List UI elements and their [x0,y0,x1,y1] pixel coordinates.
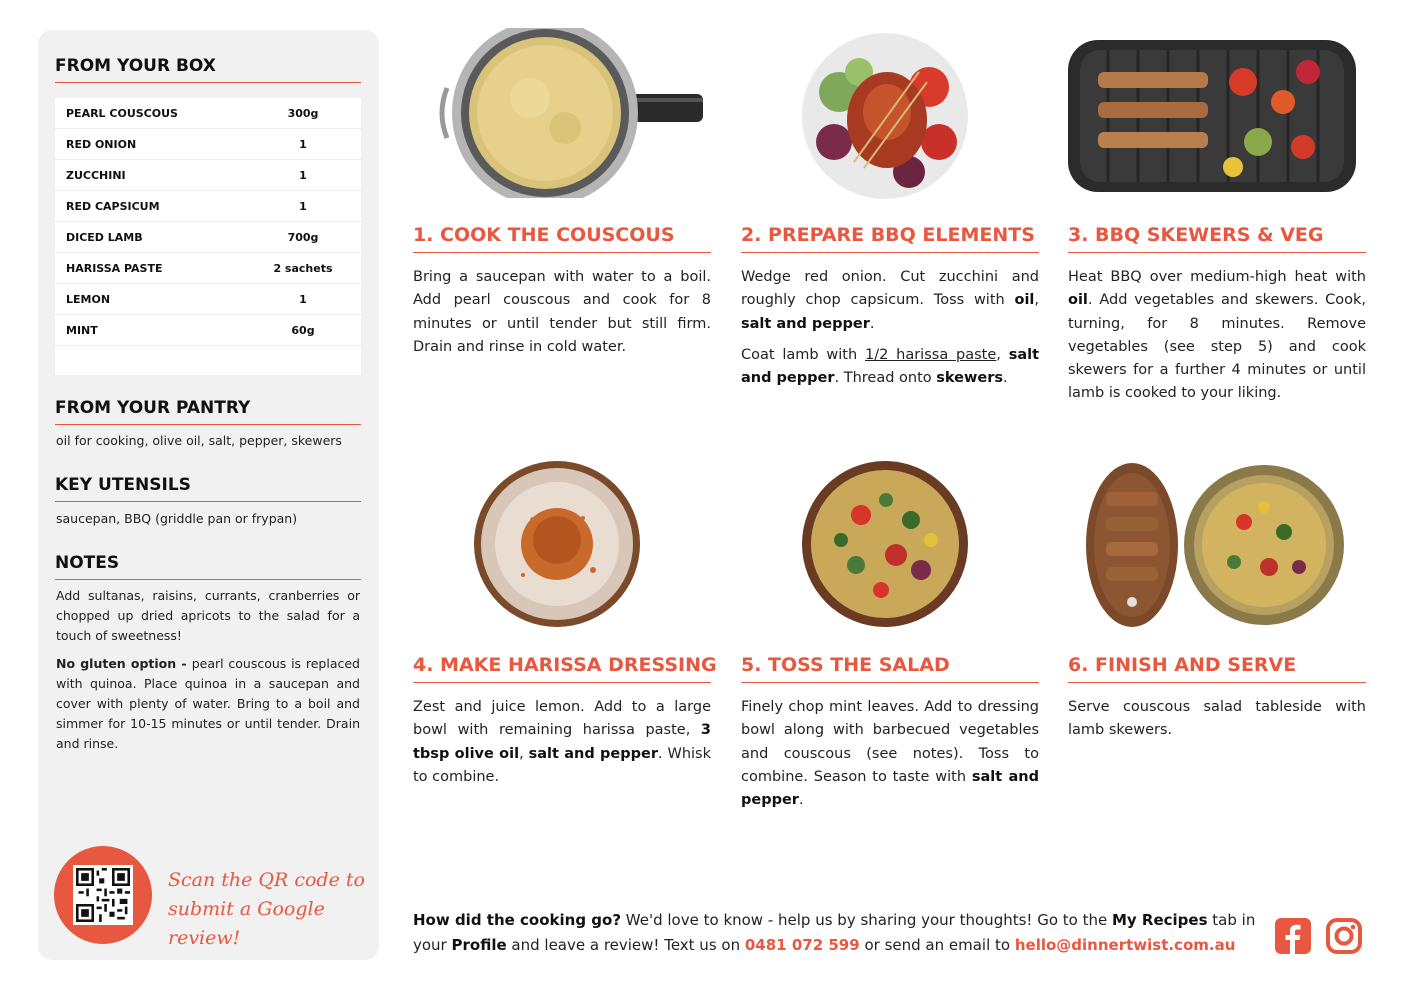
step-paragraph [741,696,1039,812]
ingredients-table [55,98,361,375]
step-1 [413,28,711,368]
step-title: 3. BBQ SKEWERS & VEG [1068,224,1366,253]
step-text [741,266,1039,390]
ingredient-name: RED ONION [66,137,137,151]
step-paragraph [741,266,1039,336]
notes-heading: NOTES [55,553,361,580]
text-run: and leave a review! Text us on [506,936,745,954]
step-3 [1068,28,1366,428]
review-footer [413,908,1263,958]
step-title: 4. MAKE HARISSA DRESSING [413,654,711,683]
couscous-salad-bowl-image [801,460,969,628]
text-run: . Thread onto [834,370,937,387]
ingredients-panel [38,30,379,960]
underlined-amount: 1/2 harissa paste [865,346,997,363]
text-run: , [1034,292,1039,309]
step-paragraph: Bring a saucepan with water to a boil. Add pearl couscous and cook for 8 minutes or until tender but still firm. Drain and rinse in cold water. [413,269,711,355]
ingredient-name: DICED LAMB [66,230,143,244]
notes-paragraph [56,654,360,754]
ingredient-qty: 1 [299,137,307,151]
profile-label: Profile [451,936,507,954]
box-heading: FROM YOUR BOX [55,56,361,83]
step-text [413,266,711,359]
ingredient-name: LEMON [66,292,111,306]
serving-plates-image [1084,462,1346,628]
text-run: . [869,315,875,332]
text-run: Wedge red onion. Cut zucchini and roughly chop capsicum. Toss with [741,269,1039,309]
gluten-free-text: pearl couscous is replaced with quinoa. Place quinoa in a saucepan and cover with plenty of water. Bring to a boil and simmer for 10-15 minutes or until tender. Drain and rinse. [56,656,360,751]
ingredient-highlight: salt and pepper [528,745,658,762]
table-row [55,315,361,346]
text-run: or send an email to [859,936,1015,954]
phone-link[interactable]: 0481 072 599 [744,936,860,954]
text-run: . Add vegetables and skewers. Cook, turning, for 8 minutes. Remove vegetables (see step 5) and cook skewers for a further 4 minutes or until lamb is cooked to your liking. [1068,292,1366,402]
notes-paragraph: Add sultanas, raisins, currants, cranberries or chopped up dried apricots to the salad for a touch of sweetness! [56,588,360,643]
pantry-text: oil for cooking, olive oil, salt, pepper, skewers [56,433,342,448]
step-paragraph [413,696,711,789]
table-row [55,222,361,253]
step-paragraph: Serve couscous salad tableside with lamb skewers. [1068,699,1366,739]
ingredient-qty: 60g [291,323,315,337]
step-text [741,696,1039,812]
qr-review-cta: Scan the QR code to submit a Google review! [168,869,365,949]
couscous-saucepan-image [435,28,703,198]
ingredient-highlight: oil [1014,292,1035,309]
ingredient-name: PEARL COUSCOUS [66,106,178,120]
text-run: . [1003,370,1008,387]
step-4 [413,458,717,785]
step-text [413,696,711,789]
my-recipes-label: My Recipes [1111,911,1208,929]
text-run: tab in your [413,911,1256,954]
step-paragraph [741,344,1039,391]
ingredient-highlight: skewers [936,370,1003,387]
text-run: . Whisk to combine. [413,745,712,785]
table-row [55,253,361,284]
utensils-text: saucepan, BBQ (griddle pan or frypan) [56,511,298,526]
step-paragraph [1068,266,1366,406]
email-link[interactable]: hello@dinnertwist.com.au [1014,936,1236,954]
ingredient-highlight: salt and pepper [741,315,870,332]
notes-body [56,586,360,754]
ingredient-name: ZUCCHINI [66,168,126,182]
step-2 [741,28,1039,408]
table-row [55,129,361,160]
footer-question: How did the cooking go? [413,911,622,929]
utensils-heading: KEY UTENSILS [55,475,361,502]
qr-code-icon[interactable] [73,865,133,925]
gluten-free-label: No gluten option - [56,656,192,671]
ingredient-highlight: 3 tbsp olive oil [413,722,711,762]
step-title: 5. TOSS THE SALAD [741,654,1039,683]
ingredient-qty: 1 [299,199,307,213]
bbq-prep-plate-image [799,32,971,200]
step-title: 1. COOK THE COUSCOUS [413,224,711,253]
ingredient-highlight: oil [1068,292,1088,309]
bbq-grill-image [1068,32,1356,198]
qr-badge[interactable] [54,846,152,944]
text-run: . [798,792,804,809]
text-run: Finely chop mint leaves. Add to dressing bowl along with barbecued vegetables and couscous (see notes). Toss to combine. Season to taste with [741,699,1039,785]
text-run: Coat lamb with [741,346,865,363]
step-5 [741,458,1039,809]
harissa-dressing-bowl-image [473,460,641,628]
table-row [55,98,361,129]
table-row [55,284,361,315]
step-text [1068,696,1366,743]
facebook-icon[interactable] [1274,917,1312,955]
text-run: , [519,745,529,762]
table-row [55,191,361,222]
ingredient-name: RED CAPSICUM [66,199,160,213]
pantry-heading: FROM YOUR PANTRY [55,398,361,425]
instagram-icon[interactable] [1325,917,1363,955]
ingredient-highlight: salt and pepper [741,768,1039,809]
ingredient-qty: 700g [287,230,319,244]
step-6 [1068,458,1366,758]
text-run: , [996,346,1009,363]
step-title: 2. PREPARE BBQ ELEMENTS [741,224,1039,253]
text-run: Heat BBQ over medium-high heat with [1068,269,1366,285]
step-text [1068,266,1366,406]
ingredient-qty: 300g [287,106,319,120]
text-run: We'd love to know - help us by sharing your thoughts! Go to the [621,911,1112,929]
ingredient-name: HARISSA PASTE [66,261,163,275]
ingredient-qty: 2 sachets [273,261,333,275]
ingredient-highlight: salt and pepper [741,346,1040,387]
step-title: 6. FINISH AND SERVE [1068,654,1366,683]
ingredient-name: MINT [66,323,98,337]
ingredient-qty: 1 [299,168,307,182]
ingredient-qty: 1 [299,292,307,306]
table-row [55,160,361,191]
text-run: Zest and juice lemon. Add to a large bowl with remaining harissa paste, [413,699,711,739]
